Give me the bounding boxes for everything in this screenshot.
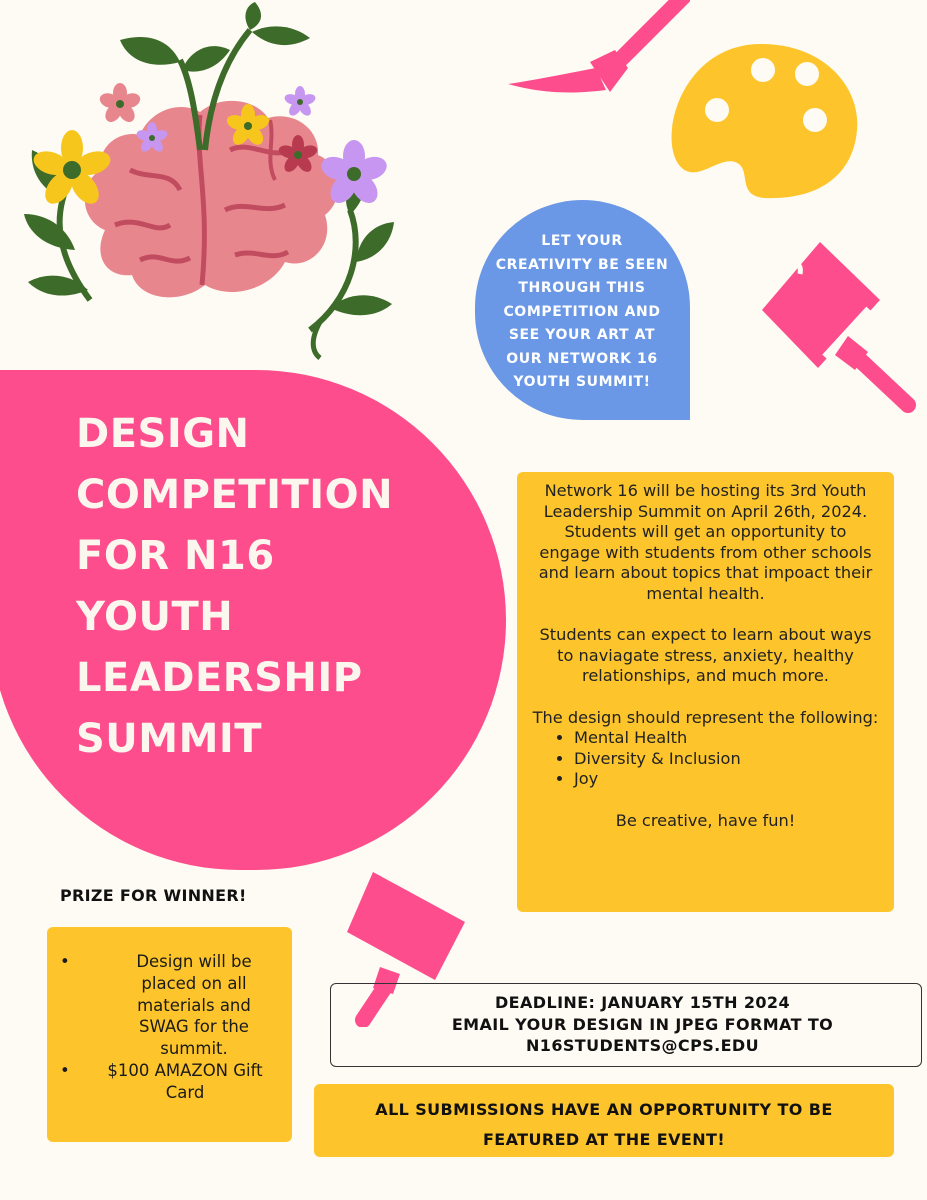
deadline-text — [370, 992, 915, 1057]
prize-list — [56, 951, 276, 1104]
callout-text — [478, 230, 686, 395]
info-paragraph: Students can expect to learn about ways to naviagate stress, anxiety, healthy relationships, and much more. — [539, 625, 872, 686]
paintbrush-icon — [500, 0, 690, 130]
title-line: SUMMIT — [76, 716, 263, 762]
prize-heading: PRIZE FOR WINNER! — [60, 886, 247, 905]
title-line: FOR N16 — [76, 533, 275, 579]
callout-line: COMPETITION AND — [503, 303, 661, 320]
callout-line: CREATIVITY BE SEEN — [495, 256, 669, 273]
pink-flower-icon — [98, 83, 142, 125]
page-title — [76, 404, 406, 770]
list-item: • Mental Health — [574, 728, 879, 749]
title-line: COMPETITION — [76, 472, 394, 518]
deadline-line: DEADLINE: JANUARY 15TH 2024 — [495, 993, 790, 1012]
callout-line: OUR NETWORK 16 — [506, 350, 658, 367]
brain-icon — [85, 101, 338, 297]
theme-list — [532, 728, 879, 790]
callout-line: YOUTH SUMMIT! — [513, 374, 651, 390]
palette-icon — [665, 38, 860, 203]
small-purple-flower-2-icon — [283, 86, 317, 118]
email-address[interactable]: N16STUDENTS@CPS.EDU — [526, 1036, 759, 1055]
callout-line: LET YOUR — [541, 233, 623, 249]
submissions-text — [330, 1095, 878, 1155]
info-closing: Be creative, have fun! — [615, 810, 796, 830]
paint-roller-brush-icon — [760, 240, 920, 415]
title-line: LEADERSHIP — [76, 655, 363, 701]
callout-line: THROUGH THIS — [518, 280, 646, 296]
info-paragraph: The design should represent the following: — [532, 707, 879, 727]
list-item: • $100 AMAZON Gift Card — [56, 1060, 276, 1104]
list-item: • Diversity & Inclusion — [574, 749, 879, 770]
deadline-line: EMAIL YOUR DESIGN IN JPEG FORMAT TO — [451, 1014, 834, 1034]
info-paragraph: Network 16 will be hosting its 3rd Youth Leadership Summit on April 26th, 2024. Students will get an opportunity to engage with students from other schools and learn about topics that impoact their mental health. — [538, 481, 873, 603]
submissions-line: ALL SUBMISSIONS HAVE AN OPPORTUNITY TO BE — [375, 1100, 833, 1119]
brain-flowers-illustration — [20, 0, 400, 360]
callout-line: SEE YOUR ART AT — [508, 327, 656, 343]
title-line: DESIGN — [76, 411, 250, 457]
title-line: YOUTH — [76, 594, 234, 640]
info-text — [532, 481, 879, 831]
submissions-line: FEATURED AT THE EVENT! — [482, 1130, 726, 1149]
list-item: • Joy — [574, 769, 879, 790]
list-item: • Design will be placed on all materials and SWAG for the summit. — [56, 951, 276, 1060]
